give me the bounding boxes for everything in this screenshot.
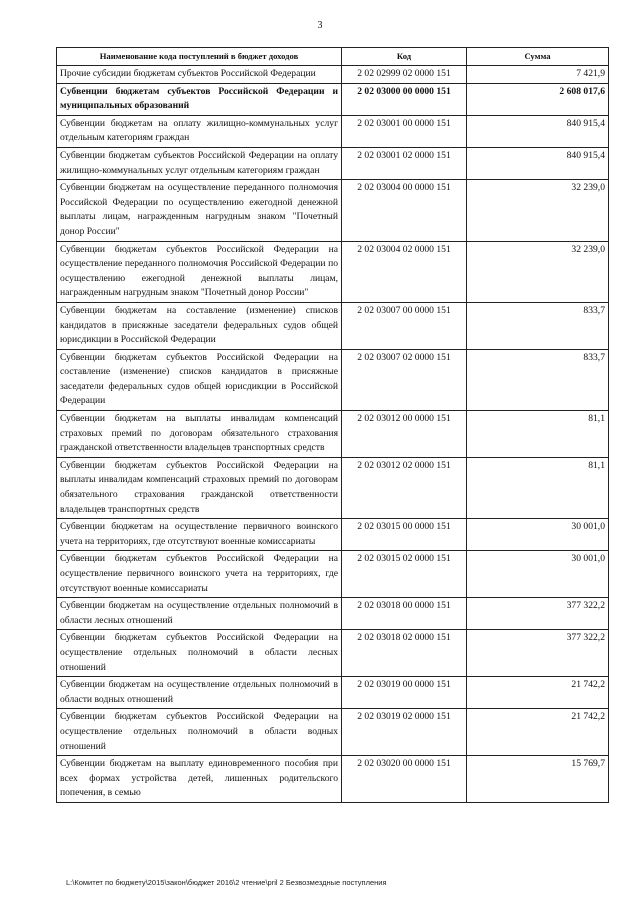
row-name-cell: Субвенции бюджетам на осуществление отдельных полномочий в области лесных отношений: [57, 598, 342, 630]
table-row: [57, 551, 609, 598]
header-sum: Сумма: [467, 48, 609, 66]
row-sum-cell: 15 769,7: [467, 756, 609, 803]
table-row: [57, 241, 609, 302]
file-path-footer: L:\Комитет по бюджету\2015\закон\бюджет 2016\2 чтение\pril 2 Безвозмездные поступления: [66, 878, 387, 887]
row-name-cell: Субвенции бюджетам на осуществление первичного воинского учета на территориях, где отсутствуют военные комиссариаты: [57, 519, 342, 551]
row-code-cell: 2 02 03019 02 0000 151: [342, 709, 467, 756]
row-sum-cell: 81,1: [467, 457, 609, 518]
table-row: [57, 66, 609, 84]
table-row: [57, 598, 609, 630]
row-sum-cell: 840 915,4: [467, 115, 609, 147]
header-code: Код: [342, 48, 467, 66]
row-name-cell: Субвенции бюджетам на оплату жилищно-коммунальных услуг отдельным категориям граждан: [57, 115, 342, 147]
table-row: [57, 630, 609, 677]
table-row: [57, 83, 609, 115]
table-row: [57, 180, 609, 241]
row-name-cell: Субвенции бюджетам субъектов Российской Федерации на осуществление переданного полномочия Российской Федерации по осуществлению ежегодной денежной выплаты лицам, награжденным нагрудным знаком "Почетный донор России": [57, 241, 342, 302]
row-name-cell: Субвенции бюджетам на осуществление отдельных полномочий в области водных отношений: [57, 677, 342, 709]
row-code-cell: 2 02 03001 00 0000 151: [342, 115, 467, 147]
row-name-cell: Субвенции бюджетам субъектов Российской Федерации на выплаты инвалидам компенсаций страховых премий по договорам обязательного страхования гражданской ответственности владельцев транспортных средств: [57, 457, 342, 518]
row-name-cell: Субвенции бюджетам на составление (изменение) списков кандидатов в присяжные заседатели федеральных судов общей юрисдикции в Российской Федерации: [57, 302, 342, 349]
header-name: Наименование кода поступлений в бюджет доходов: [57, 48, 342, 66]
row-name-cell: Прочие субсидии бюджетам субъектов Российской Федерации: [57, 66, 342, 84]
row-code-cell: 2 02 02999 02 0000 151: [342, 66, 467, 84]
row-sum-cell: 840 915,4: [467, 147, 609, 179]
row-sum-cell: 21 742,2: [467, 709, 609, 756]
row-code-cell: 2 02 03020 00 0000 151: [342, 756, 467, 803]
row-sum-cell: 377 322,2: [467, 630, 609, 677]
row-sum-cell: 833,7: [467, 302, 609, 349]
row-name-cell: Субвенции бюджетам на осуществление переданного полномочия Российской Федерации по осуществлению ежегодной денежной выплаты лицам, награжденным нагрудным знаком "Почетный донор России": [57, 180, 342, 241]
row-sum-cell: 30 001,0: [467, 551, 609, 598]
row-code-cell: 2 02 03015 00 0000 151: [342, 519, 467, 551]
row-sum-cell: 2 608 017,6: [467, 83, 609, 115]
table-row: [57, 302, 609, 349]
table-row: [57, 411, 609, 458]
row-sum-cell: 833,7: [467, 349, 609, 410]
row-name-cell: Субвенции бюджетам субъектов Российской Федерации на осуществление первичного воинского учета на территориях, где отсутствуют военные комиссариаты: [57, 551, 342, 598]
table-row: [57, 349, 609, 410]
row-code-cell: 2 02 03001 02 0000 151: [342, 147, 467, 179]
row-code-cell: 2 02 03018 00 0000 151: [342, 598, 467, 630]
row-code-cell: 2 02 03007 02 0000 151: [342, 349, 467, 410]
row-sum-cell: 377 322,2: [467, 598, 609, 630]
row-code-cell: 2 02 03004 00 0000 151: [342, 180, 467, 241]
table-row: [57, 115, 609, 147]
row-code-cell: 2 02 03012 00 0000 151: [342, 411, 467, 458]
row-sum-cell: 32 239,0: [467, 180, 609, 241]
table-row: [57, 709, 609, 756]
row-code-cell: 2 02 03000 00 0000 151: [342, 83, 467, 115]
table-row: [57, 519, 609, 551]
row-code-cell: 2 02 03004 02 0000 151: [342, 241, 467, 302]
table-row: [57, 457, 609, 518]
table-row: [57, 677, 609, 709]
row-code-cell: 2 02 03019 00 0000 151: [342, 677, 467, 709]
row-name-cell: Субвенции бюджетам субъектов Российской Федерации на осуществление отдельных полномочий в области водных отношений: [57, 709, 342, 756]
table-row: [57, 756, 609, 803]
row-name-cell: Субвенции бюджетам субъектов Российской Федерации на составление (изменение) списков кандидатов в присяжные заседатели федеральных судов общей юрисдикции в Российской Федерации: [57, 349, 342, 410]
table-body: [57, 66, 609, 803]
row-sum-cell: 81,1: [467, 411, 609, 458]
row-name-cell: Субвенции бюджетам на выплату единовременного пособия при всех формах устройства детей, лишенных родительского попечения, в семью: [57, 756, 342, 803]
revenue-table: [56, 47, 609, 803]
row-sum-cell: 7 421,9: [467, 66, 609, 84]
row-name-cell: Субвенции бюджетам на выплаты инвалидам компенсаций страховых премий по договорам обязательного страхования гражданской ответственности владельцев транспортных средств: [57, 411, 342, 458]
row-sum-cell: 21 742,2: [467, 677, 609, 709]
page-number: 3: [317, 20, 323, 31]
row-sum-cell: 32 239,0: [467, 241, 609, 302]
row-code-cell: 2 02 03018 02 0000 151: [342, 630, 467, 677]
row-name-cell: Субвенции бюджетам субъектов Российской Федерации на оплату жилищно-коммунальных услуг отдельным категориям граждан: [57, 147, 342, 179]
table-row: [57, 147, 609, 179]
row-name-cell: Субвенции бюджетам субъектов Российской Федерации и муниципальных образований: [57, 83, 342, 115]
table-header-row: [57, 48, 609, 66]
row-code-cell: 2 02 03007 00 0000 151: [342, 302, 467, 349]
row-name-cell: Субвенции бюджетам субъектов Российской Федерации на осуществление отдельных полномочий в области лесных отношений: [57, 630, 342, 677]
row-sum-cell: 30 001,0: [467, 519, 609, 551]
row-code-cell: 2 02 03012 02 0000 151: [342, 457, 467, 518]
row-code-cell: 2 02 03015 02 0000 151: [342, 551, 467, 598]
